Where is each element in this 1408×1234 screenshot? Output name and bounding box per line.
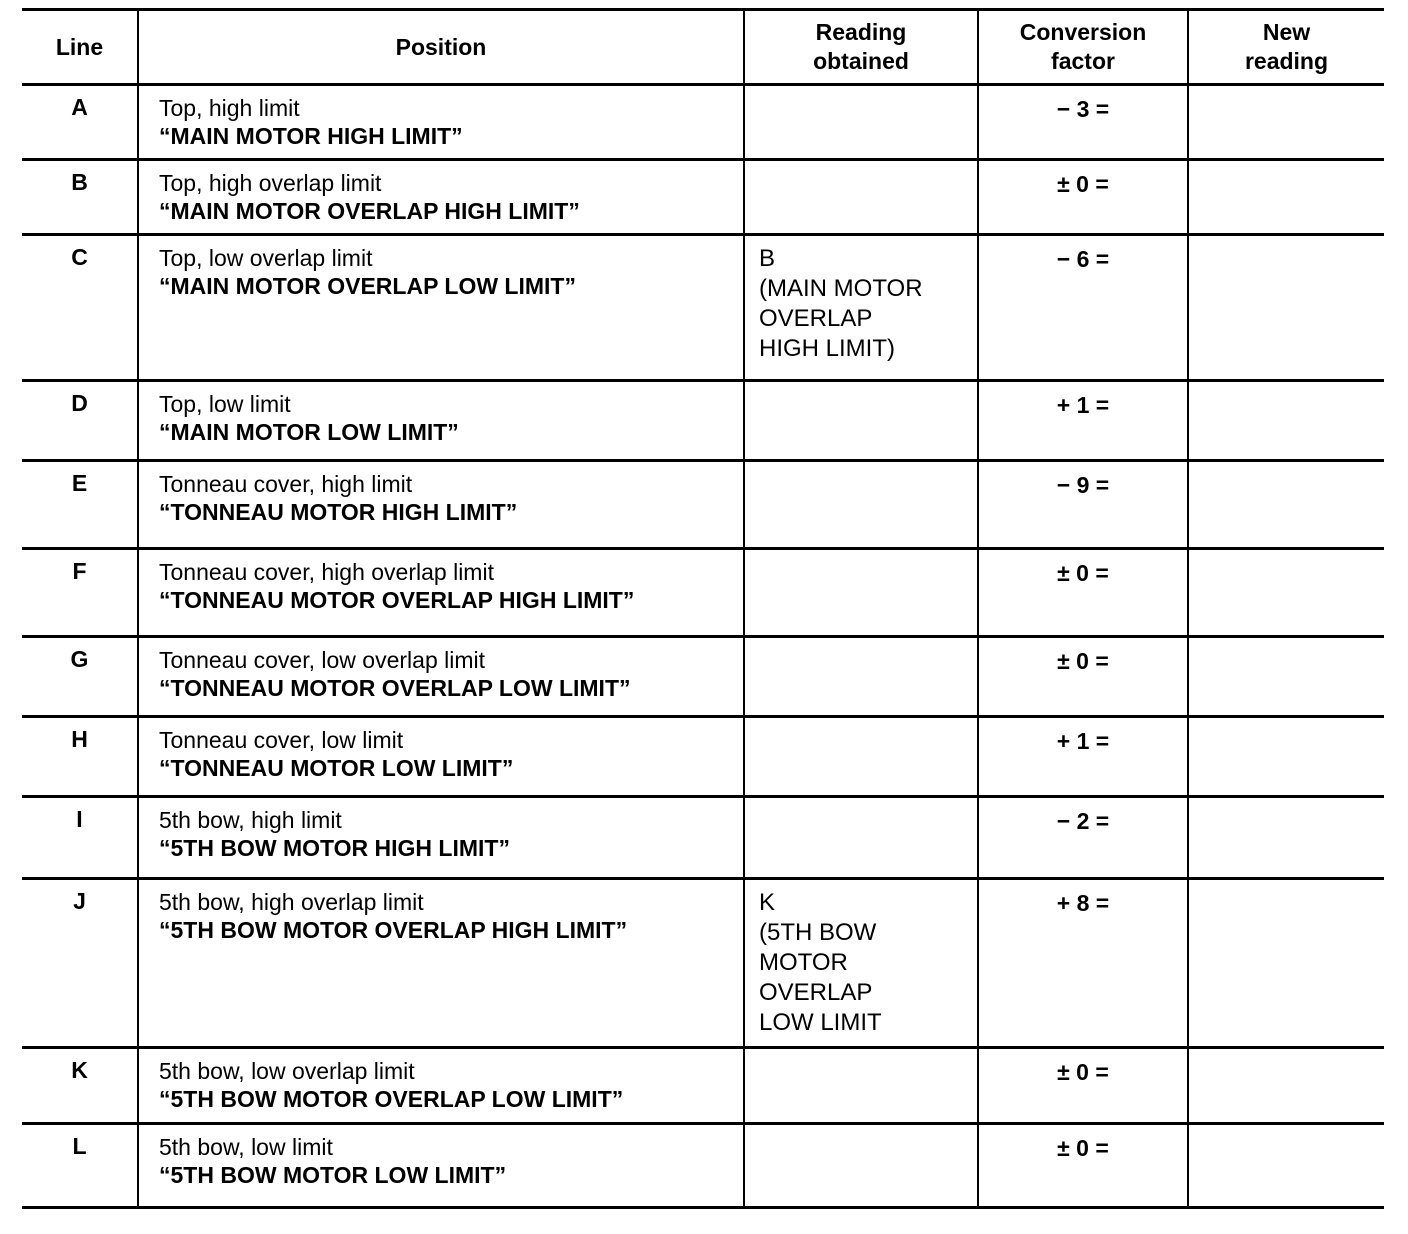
reading-obtained-cell — [744, 879, 978, 1048]
reading-obtained-cell — [744, 160, 978, 235]
position-description: Tonneau cover, high overlap limit — [159, 559, 494, 585]
header-line: Line — [22, 10, 138, 85]
position-cell — [138, 879, 744, 1048]
reading-obtained-cell — [744, 1048, 978, 1124]
position-description: 5th bow, high limit — [159, 807, 342, 833]
reading-obtained-cell — [744, 381, 978, 461]
reading-obtained-cell — [744, 1124, 978, 1208]
position-description: Top, low overlap limit — [159, 245, 373, 271]
position-cell — [138, 85, 744, 160]
line-cell: F — [22, 549, 138, 637]
line-cell: A — [22, 85, 138, 160]
new-reading-cell[interactable] — [1188, 160, 1384, 235]
reading-line: LOW LIMIT — [759, 1009, 882, 1036]
position-cell — [138, 797, 744, 879]
new-reading-cell[interactable] — [1188, 235, 1384, 381]
new-reading-cell[interactable] — [1188, 879, 1384, 1048]
table-body — [22, 85, 1384, 1208]
position-display-text: “5TH BOW MOTOR OVERLAP LOW LIMIT” — [159, 1086, 624, 1112]
position-cell — [138, 549, 744, 637]
conversion-factor-cell: + 1 = — [978, 381, 1188, 461]
position-description: Top, low limit — [159, 391, 291, 417]
reading-obtained-cell — [744, 461, 978, 549]
line-cell: L — [22, 1124, 138, 1208]
line-cell: C — [22, 235, 138, 381]
position-display-text: “TONNEAU MOTOR HIGH LIMIT” — [159, 499, 518, 525]
header-reading-obtained: Reading obtained — [744, 10, 978, 85]
line-cell: B — [22, 160, 138, 235]
position-cell — [138, 1048, 744, 1124]
reading-line: B — [759, 245, 776, 272]
conversion-factor-cell: ± 0 = — [978, 1048, 1188, 1124]
new-reading-cell[interactable] — [1188, 1048, 1384, 1124]
line-cell: K — [22, 1048, 138, 1124]
position-display-text: “5TH BOW MOTOR HIGH LIMIT” — [159, 835, 510, 861]
conversion-factor-cell: + 1 = — [978, 717, 1188, 797]
position-description: 5th bow, high overlap limit — [159, 889, 424, 915]
position-description: Tonneau cover, high limit — [159, 471, 413, 497]
position-cell — [138, 235, 744, 381]
position-display-text: “5TH BOW MOTOR OVERLAP HIGH LIMIT” — [159, 917, 628, 943]
table-row — [22, 797, 1384, 879]
table-row — [22, 381, 1384, 461]
limit-conversion-table — [22, 8, 1384, 1209]
conversion-factor-cell: − 9 = — [978, 461, 1188, 549]
position-cell — [138, 381, 744, 461]
reading-obtained-cell — [744, 85, 978, 160]
position-description: Tonneau cover, low overlap limit — [159, 647, 485, 673]
position-description: 5th bow, low limit — [159, 1134, 333, 1160]
header-new-reading: New reading — [1188, 10, 1384, 85]
line-cell: I — [22, 797, 138, 879]
reading-obtained-cell — [744, 637, 978, 717]
table-row — [22, 160, 1384, 235]
table-row — [22, 637, 1384, 717]
position-description: Tonneau cover, low limit — [159, 727, 404, 753]
position-cell — [138, 637, 744, 717]
conversion-factor-cell: ± 0 = — [978, 549, 1188, 637]
header-position: Position — [138, 10, 744, 85]
position-description: 5th bow, low overlap limit — [159, 1058, 415, 1084]
position-display-text: “TONNEAU MOTOR LOW LIMIT” — [159, 755, 514, 781]
reading-line: K — [759, 889, 776, 916]
position-cell — [138, 160, 744, 235]
conversion-factor-cell: − 3 = — [978, 85, 1188, 160]
position-cell — [138, 1124, 744, 1208]
position-display-text: “TONNEAU MOTOR OVERLAP LOW LIMIT” — [159, 675, 631, 701]
header-conversion-factor: Conversion factor — [978, 10, 1188, 85]
reading-obtained-cell — [744, 717, 978, 797]
conversion-factor-cell: − 2 = — [978, 797, 1188, 879]
position-display-text: “MAIN MOTOR OVERLAP HIGH LIMIT” — [159, 198, 580, 224]
position-display-text: “5TH BOW MOTOR LOW LIMIT” — [159, 1162, 507, 1188]
new-reading-cell[interactable] — [1188, 797, 1384, 879]
header-row — [22, 10, 1384, 85]
position-display-text: “MAIN MOTOR OVERLAP LOW LIMIT” — [159, 273, 576, 299]
position-display-text: “MAIN MOTOR HIGH LIMIT” — [159, 123, 463, 149]
new-reading-cell[interactable] — [1188, 717, 1384, 797]
conversion-factor-cell: ± 0 = — [978, 160, 1188, 235]
table-row — [22, 549, 1384, 637]
reading-obtained-cell — [744, 797, 978, 879]
new-reading-cell[interactable] — [1188, 549, 1384, 637]
new-reading-cell[interactable] — [1188, 85, 1384, 160]
position-display-text: “TONNEAU MOTOR OVERLAP HIGH LIMIT” — [159, 587, 635, 613]
line-cell: H — [22, 717, 138, 797]
table-row — [22, 1048, 1384, 1124]
new-reading-cell[interactable] — [1188, 637, 1384, 717]
position-display-text: “MAIN MOTOR LOW LIMIT” — [159, 419, 459, 445]
position-cell — [138, 461, 744, 549]
reading-line: HIGH LIMIT) — [759, 335, 895, 362]
new-reading-cell[interactable] — [1188, 1124, 1384, 1208]
reading-line: (MAIN MOTOR — [759, 275, 923, 302]
reading-line: MOTOR — [759, 949, 848, 976]
reading-line: OVERLAP — [759, 305, 873, 332]
new-reading-cell[interactable] — [1188, 381, 1384, 461]
table-row — [22, 85, 1384, 160]
table-row — [22, 717, 1384, 797]
table-row — [22, 461, 1384, 549]
position-cell — [138, 717, 744, 797]
new-reading-cell[interactable] — [1188, 461, 1384, 549]
conversion-factor-cell: ± 0 = — [978, 637, 1188, 717]
conversion-factor-cell: + 8 = — [978, 879, 1188, 1048]
table-row — [22, 879, 1384, 1048]
position-description: Top, high limit — [159, 95, 300, 121]
reading-obtained-cell — [744, 549, 978, 637]
position-description: Top, high overlap limit — [159, 170, 382, 196]
line-cell: G — [22, 637, 138, 717]
reading-obtained-cell — [744, 235, 978, 381]
conversion-factor-cell: ± 0 = — [978, 1124, 1188, 1208]
table-row — [22, 1124, 1384, 1208]
reading-line: (5TH BOW — [759, 919, 877, 946]
table-row — [22, 235, 1384, 381]
line-cell: D — [22, 381, 138, 461]
reading-line: OVERLAP — [759, 979, 873, 1006]
line-cell: J — [22, 879, 138, 1048]
line-cell: E — [22, 461, 138, 549]
conversion-factor-cell: − 6 = — [978, 235, 1188, 381]
